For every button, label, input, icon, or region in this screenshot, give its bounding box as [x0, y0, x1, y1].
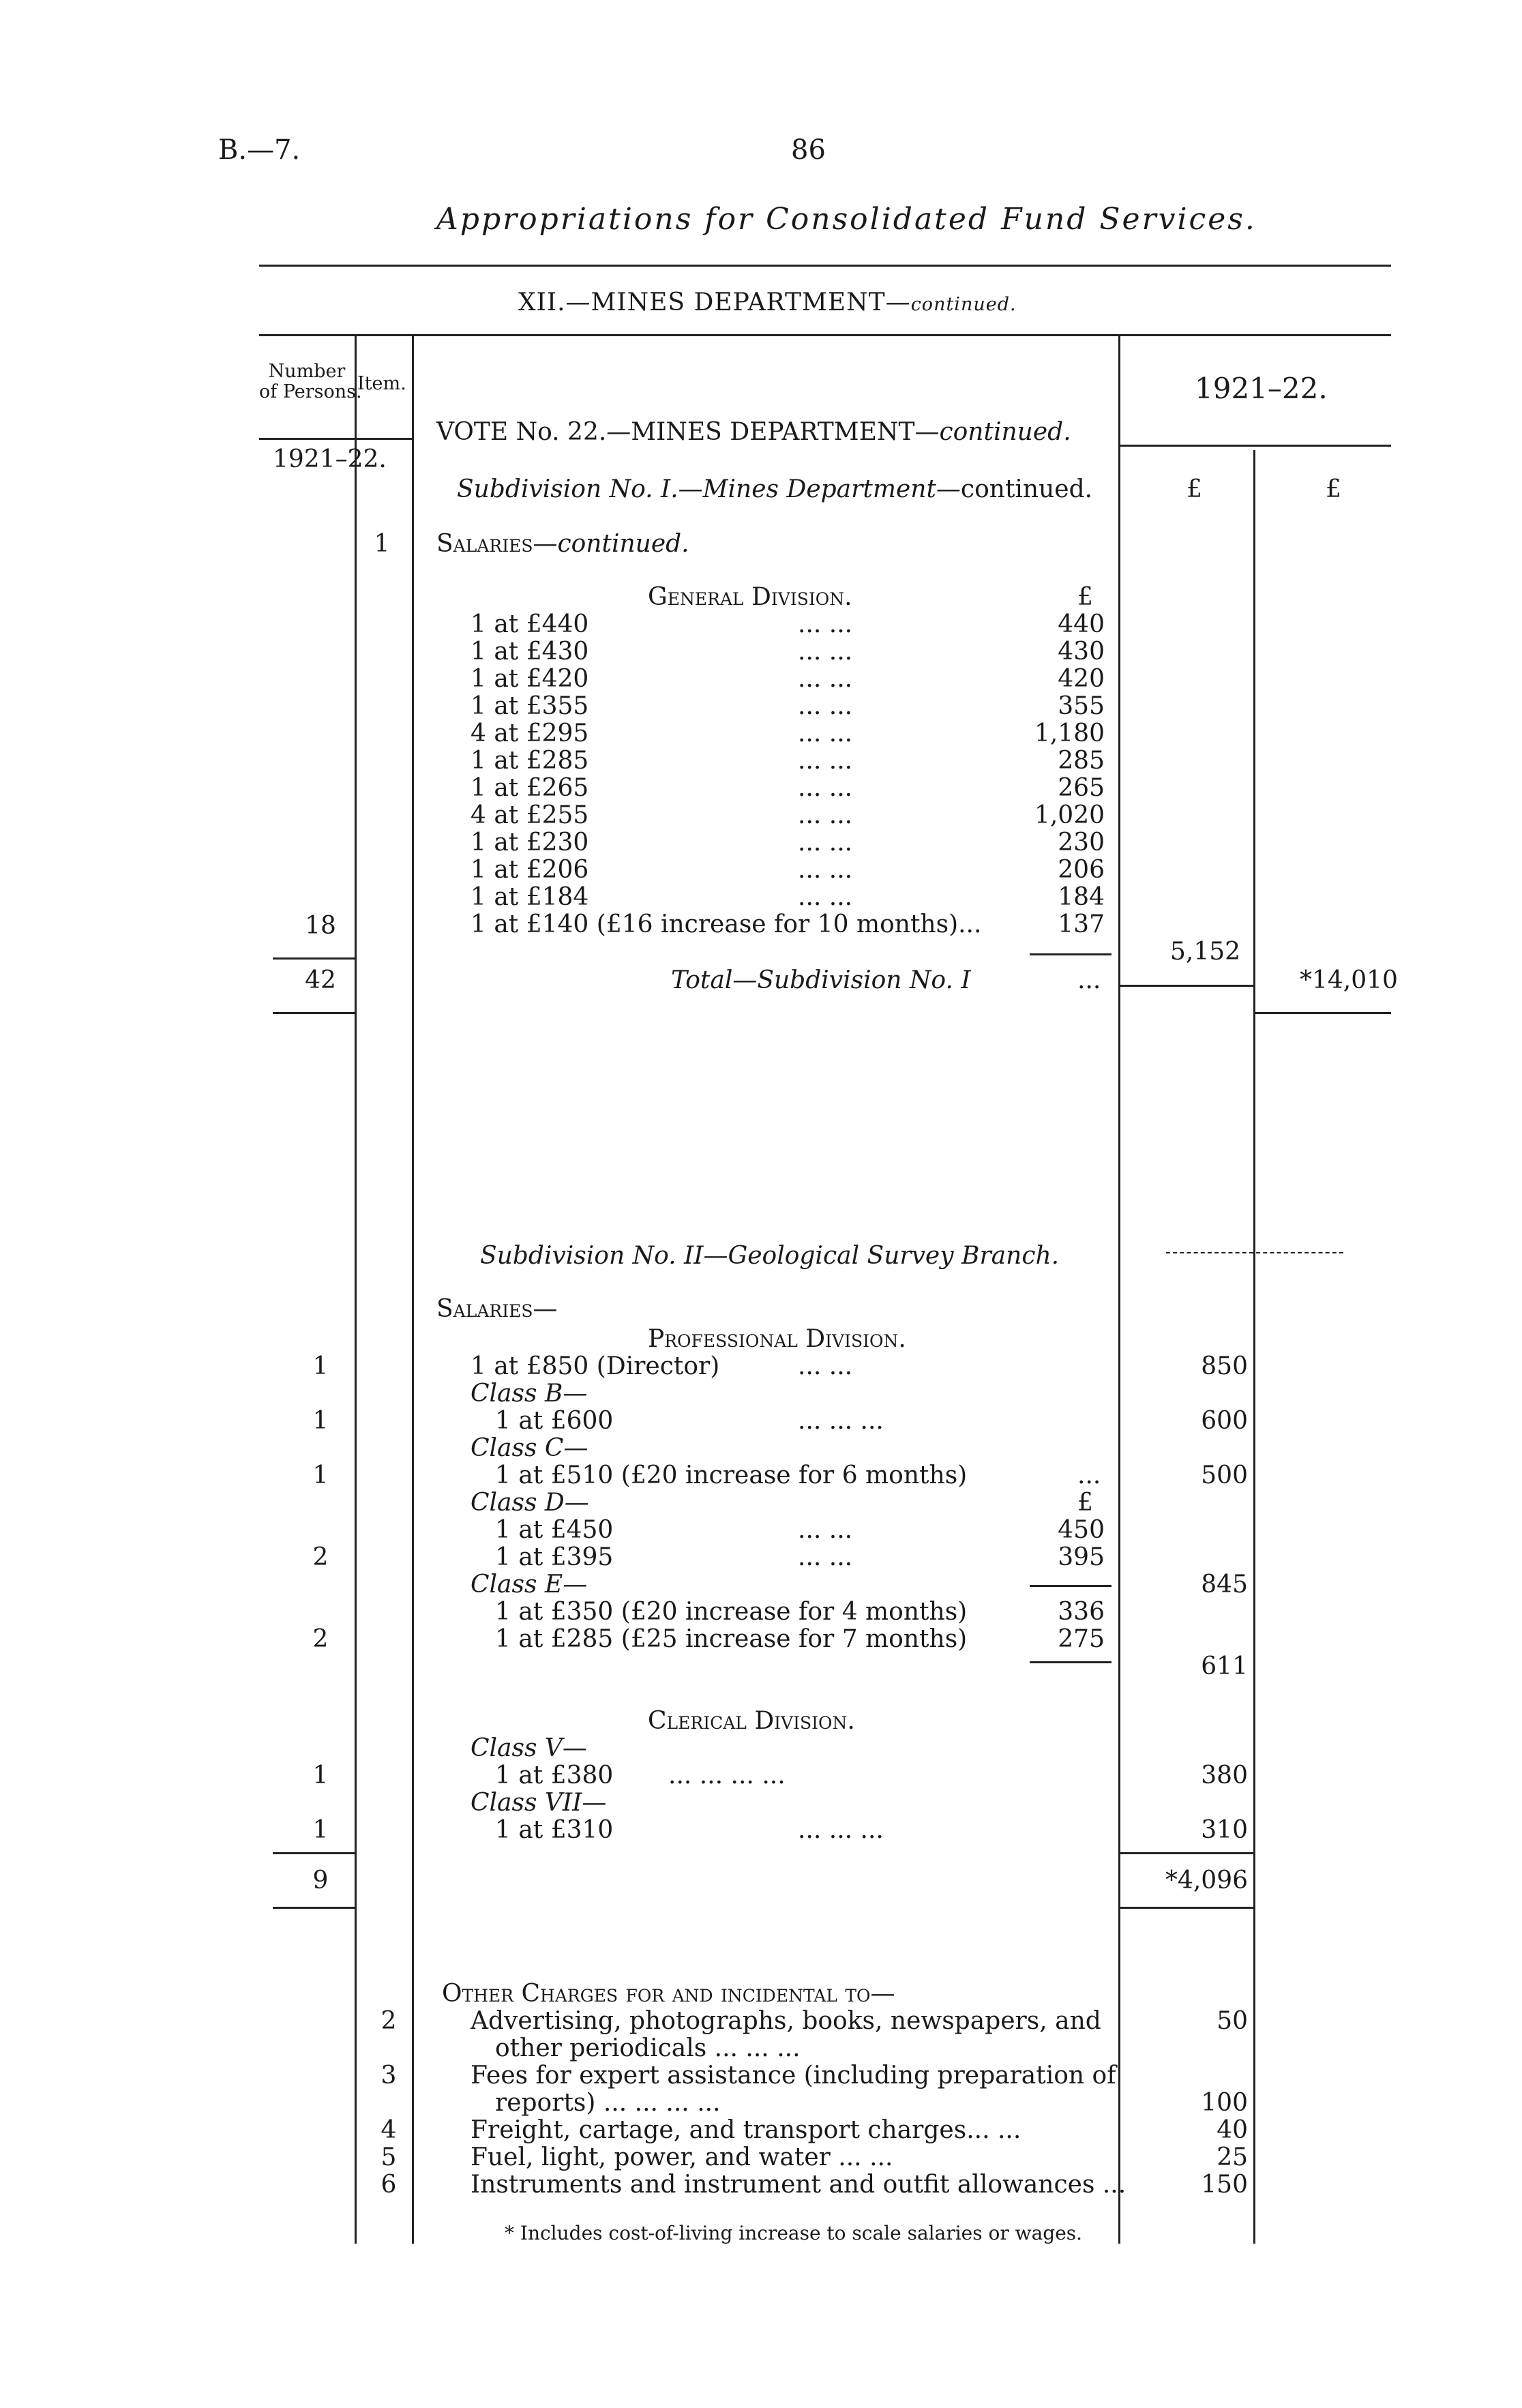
class-v-amount: 380	[1201, 1762, 1248, 1789]
general-division-row-label: 1 at £355	[471, 692, 589, 720]
general-division-row-dots: ... ...	[798, 856, 853, 884]
persons-total-2: 9	[312, 1867, 329, 1894]
total-dots: ...	[1077, 966, 1101, 994]
class-e-row-1-label: 1 at £350 (£20 increase for 4 months)	[495, 1598, 968, 1626]
general-division-row-label: 1 at £285	[471, 747, 589, 775]
class-d-sum-rule	[1030, 1585, 1111, 1587]
director-label: 1 at £850 (Director)	[471, 1352, 720, 1380]
subtotal-rule	[1030, 953, 1111, 955]
other-item-3-line-1: Fees for expert assistance (including preparation of	[471, 2062, 1116, 2090]
class-vii-label: 1 at £310	[495, 1816, 614, 1844]
subdivision-2-title: Subdivision No. II—Geological Survey Branch.	[480, 1242, 1060, 1270]
persons-total-2-rule	[273, 1852, 355, 1854]
page-ref: B.—7.	[218, 134, 301, 166]
class-d-row-2-amount: 395	[1058, 1543, 1105, 1571]
general-division-row-dots: ... ...	[798, 883, 853, 911]
item-header: Item.	[357, 373, 406, 394]
general-division-row-amount: 206	[1058, 856, 1105, 884]
general-division-row-label: 1 at £265	[471, 774, 589, 802]
general-division-row-amount: 137	[1058, 910, 1105, 938]
class-b-dots: ... ... ...	[798, 1407, 884, 1435]
class-vii-heading: Class VII—	[471, 1789, 607, 1817]
persons-class-v: 1	[312, 1762, 329, 1789]
header-rule	[259, 265, 1391, 267]
other-item-2-number: 2	[380, 2007, 397, 2035]
general-division-row-label: 4 at £255	[471, 801, 589, 829]
director-dots: ... ...	[798, 1352, 853, 1380]
persons-class-b: 1	[312, 1407, 329, 1435]
total-column-divider	[1253, 450, 1255, 2244]
general-division-row-dots: ... ...	[798, 747, 853, 775]
total-amount: *14,010	[1300, 966, 1398, 994]
amount-column-divider	[1118, 334, 1120, 2244]
section-break	[1166, 1252, 1343, 1253]
class-c-amount: 500	[1201, 1461, 1248, 1489]
persons-total-rule	[273, 957, 355, 960]
subdivision-2-total: *4,096	[1165, 1867, 1248, 1894]
professional-division-heading: Professional Division.	[648, 1325, 906, 1353]
class-e-subtotal: 611	[1201, 1652, 1248, 1680]
other-item-5-number: 5	[380, 2143, 397, 2171]
class-v-heading: Class V—	[471, 1734, 587, 1762]
general-division-row-amount: 355	[1058, 692, 1105, 720]
class-b-amount: 600	[1201, 1407, 1248, 1435]
general-division-row-label: 1 at £440	[471, 610, 589, 638]
class-c-dots: ...	[1077, 1461, 1101, 1489]
general-division-row-label: 1 at £230	[471, 829, 589, 857]
other-item-6-number: 6	[380, 2171, 397, 2199]
other-item-2-line-2: other periodicals ... ... ...	[495, 2034, 801, 2062]
total-bottom-rule	[1255, 1012, 1391, 1014]
total-2-rule	[1118, 1852, 1255, 1854]
clerical-division-heading: Clerical Division.	[648, 1707, 855, 1735]
persons-year: 1921–22.	[273, 445, 387, 473]
pound-sign: £	[1077, 583, 1093, 611]
general-division-row-dots: ... ...	[798, 638, 853, 666]
general-division-row-amount: 230	[1058, 829, 1105, 857]
year-header-rule	[1118, 445, 1391, 447]
other-item-3-line-2: reports) ... ... ... ...	[495, 2089, 721, 2117]
class-e-row-2-label: 1 at £285 (£25 increase for 7 months)	[495, 1625, 968, 1653]
class-d-row-2-dots: ... ...	[798, 1543, 853, 1571]
general-division-row-label: 1 at £206	[471, 856, 589, 884]
persons-class-c: 1	[312, 1461, 329, 1489]
general-division-row-dots: ... ...	[798, 719, 853, 747]
class-d-subtotal: 845	[1201, 1571, 1248, 1599]
other-item-4-amount: 40	[1217, 2116, 1248, 2144]
vote-title: VOTE No. 22.—MINES DEPARTMENT—continued.	[436, 418, 1071, 446]
other-item-2-amount: 50	[1217, 2007, 1248, 2035]
class-e-row-2-amount: 275	[1058, 1625, 1105, 1653]
general-division-row-amount: 420	[1058, 665, 1105, 693]
total-2-bottom-rule	[1118, 1907, 1255, 1909]
other-item-5-amount: 25	[1217, 2143, 1248, 2171]
table-top-rule	[259, 334, 1391, 336]
persons-header: Number of Persons.	[259, 361, 362, 402]
persons-total-bottom-rule	[273, 1012, 355, 1014]
class-e-sum-rule	[1030, 1661, 1111, 1663]
pound-col-1: £	[1187, 475, 1202, 503]
general-division-row-label: 1 at £140 (£16 increase for 10 months)...	[471, 910, 982, 938]
total-label: Total—Subdivision No. I	[671, 966, 971, 994]
general-division-row-dots: ... ...	[798, 610, 853, 638]
persons-count: 18	[305, 912, 336, 940]
class-e-row-1-amount: 336	[1058, 1598, 1105, 1626]
general-division-row-amount: 184	[1058, 883, 1105, 911]
total-rule-left	[1118, 985, 1255, 987]
general-division-row-label: 1 at £430	[471, 638, 589, 666]
persons-class-vii: 1	[312, 1816, 329, 1844]
persons-class-d: 2	[312, 1543, 329, 1571]
item-number: 1	[374, 530, 390, 558]
general-division-row-amount: 440	[1058, 610, 1105, 638]
other-item-5-line-1: Fuel, light, power, and water ... ...	[471, 2143, 893, 2171]
general-division-row-label: 1 at £420	[471, 665, 589, 693]
general-division-row-amount: 285	[1058, 747, 1105, 775]
class-c-heading: Class C—	[471, 1434, 588, 1462]
class-vii-amount: 310	[1201, 1816, 1248, 1844]
general-division-row-amount: 265	[1058, 774, 1105, 802]
other-item-3-amount: 100	[1201, 2089, 1248, 2117]
pound-col-2: £	[1326, 475, 1341, 503]
class-v-label: 1 at £380	[495, 1762, 614, 1789]
general-division-row-amount: 1,180	[1034, 719, 1105, 747]
general-division-row-dots: ... ...	[798, 774, 853, 802]
class-b-heading: Class B—	[471, 1380, 588, 1408]
page-number: 86	[791, 134, 826, 166]
class-d-row-1-label: 1 at £450	[495, 1516, 614, 1544]
class-d-pound: £	[1077, 1489, 1093, 1517]
year-header: 1921–22.	[1195, 372, 1328, 405]
persons-column-divider	[355, 334, 357, 2244]
page-title: Appropriations for Consolidated Fund Services.	[436, 202, 1257, 237]
class-c-label: 1 at £510 (£20 increase for 6 months)	[495, 1461, 968, 1489]
persons-total-2-bottom-rule	[273, 1907, 355, 1909]
salaries-heading: Salaries—continued.	[436, 530, 689, 558]
class-v-dots: ... ... ... ...	[668, 1762, 786, 1789]
other-item-4-line-1: Freight, cartage, and transport charges... ...	[471, 2116, 1021, 2144]
general-division-heading: General Division.	[648, 583, 852, 611]
other-item-4-number: 4	[380, 2116, 397, 2144]
general-division-row-dots: ... ...	[798, 665, 853, 693]
class-d-row-2-label: 1 at £395	[495, 1543, 614, 1571]
item-header-rule	[355, 438, 412, 440]
class-d-row-1-amount: 450	[1058, 1516, 1105, 1544]
other-item-6-amount: 150	[1201, 2171, 1248, 2199]
general-division-row-dots: ... ...	[798, 692, 853, 720]
class-d-heading: Class D—	[471, 1489, 589, 1517]
class-vii-dots: ... ... ...	[798, 1816, 884, 1844]
persons-class-e: 2	[312, 1625, 329, 1653]
general-division-row-dots: ... ...	[798, 829, 853, 857]
footnote: * Includes cost-of-living increase to scale salaries or wages.	[505, 2222, 1083, 2244]
other-item-2-line-1: Advertising, photographs, books, newspapers, and	[471, 2007, 1101, 2035]
other-item-6-line-1: Instruments and instrument and outfit allowances ...	[471, 2171, 1126, 2199]
class-d-row-1-dots: ... ...	[798, 1516, 853, 1544]
subdivision-1-title: Subdivision No. I.—Mines Department—continued.	[457, 475, 1093, 503]
other-item-3-number: 3	[380, 2062, 397, 2090]
general-division-row-label: 4 at £295	[471, 719, 589, 747]
general-division-row-dots: ... ...	[798, 801, 853, 829]
salaries-heading-2: Salaries—	[436, 1295, 558, 1323]
section-title: XII.—MINES DEPARTMENT—continued.	[518, 288, 1017, 316]
general-division-row-amount: 430	[1058, 638, 1105, 666]
general-division-row-label: 1 at £184	[471, 883, 589, 911]
general-division-row-amount: 1,020	[1034, 801, 1105, 829]
other-charges-heading: Other Charges for and incidental to—	[442, 1980, 895, 2008]
persons-total: 42	[305, 966, 336, 994]
class-e-heading: Class E—	[471, 1571, 588, 1599]
subtotal-amount: 5,152	[1170, 938, 1241, 966]
director-amount: 850	[1201, 1352, 1248, 1380]
persons-director: 1	[312, 1352, 329, 1380]
item-column-divider	[412, 334, 414, 2244]
class-b-label: 1 at £600	[495, 1407, 614, 1435]
persons-header-rule	[259, 438, 355, 440]
